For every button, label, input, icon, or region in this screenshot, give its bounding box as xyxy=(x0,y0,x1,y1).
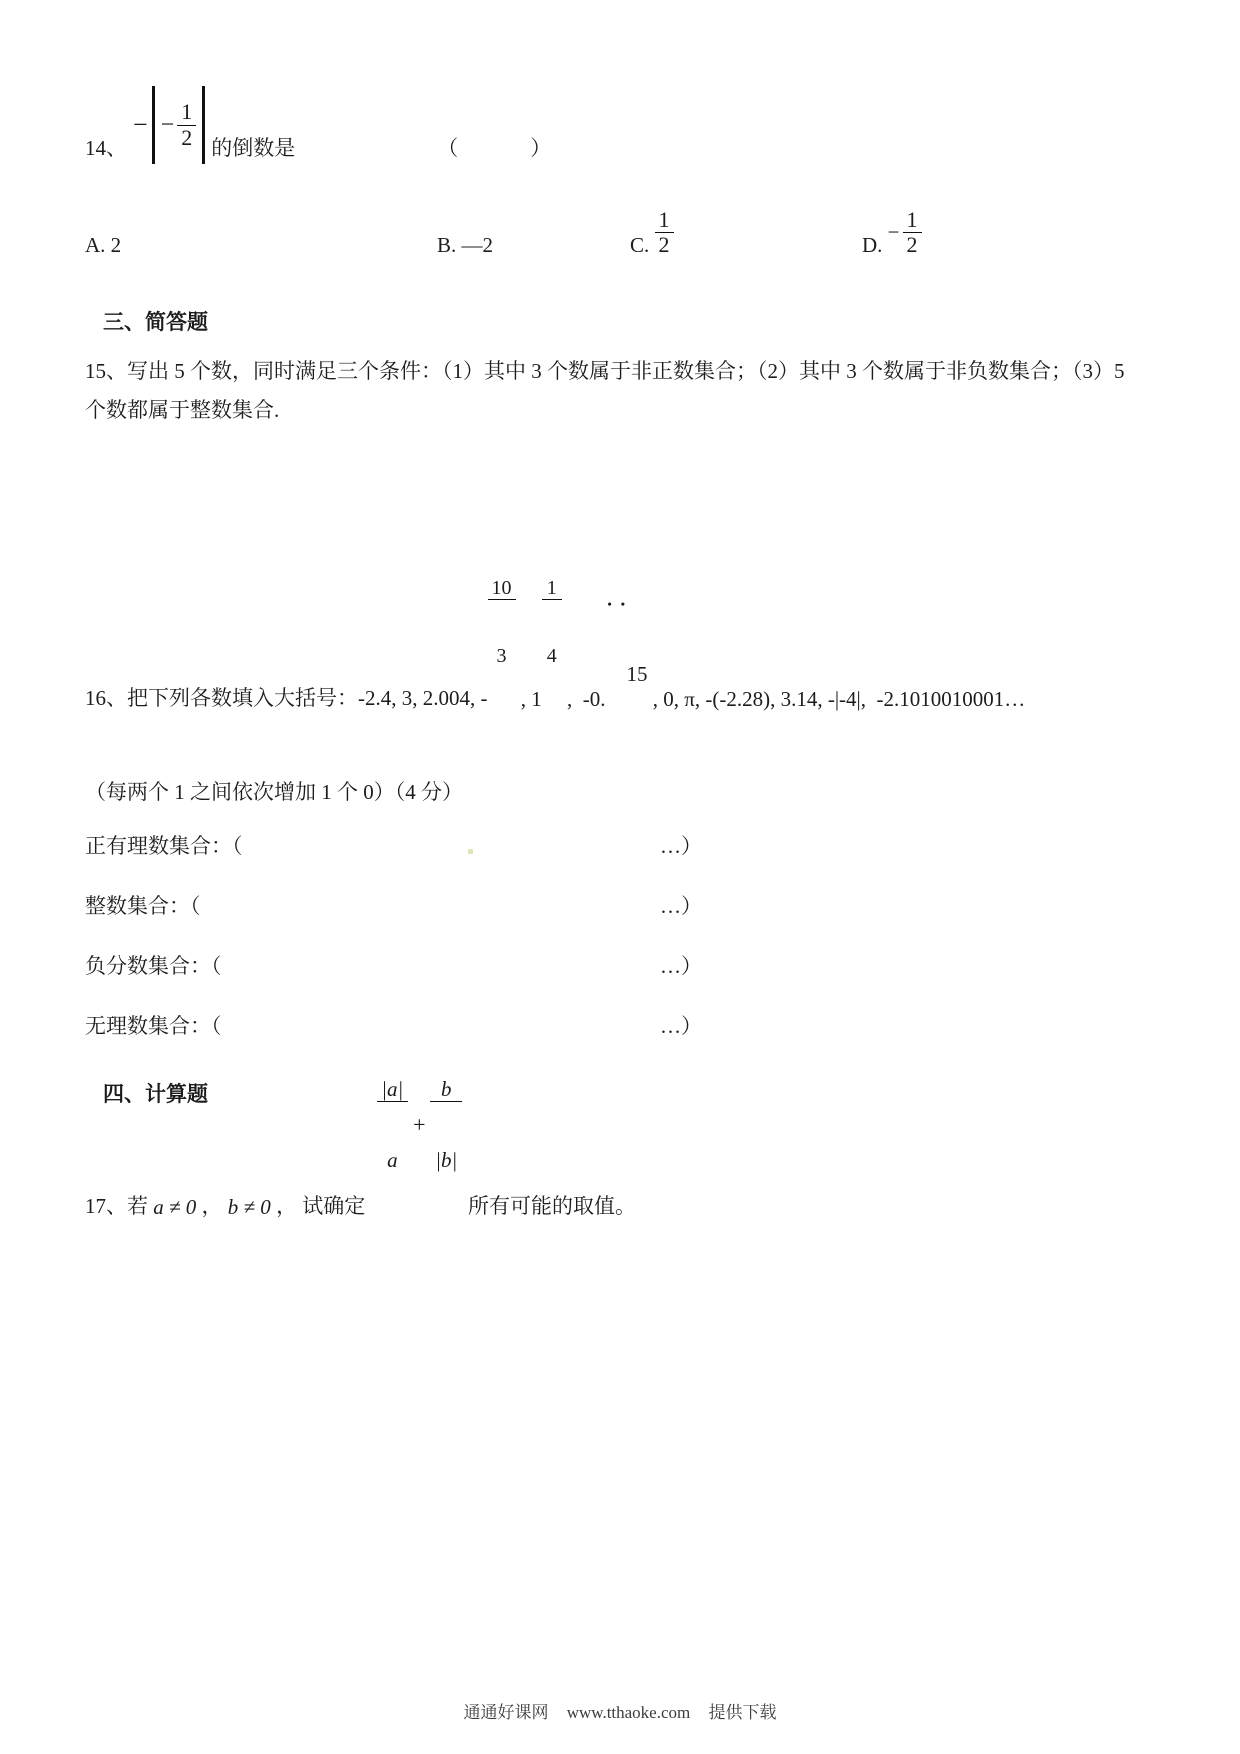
set-row-irrationals: 无理数集合：（ …） xyxy=(85,1010,1155,1040)
question-17-text-1: 17、若 xyxy=(85,1194,154,1218)
section-3-heading: 三、简答题 xyxy=(103,310,208,334)
answer-parentheses: （ ） xyxy=(437,136,562,160)
condition-b-nonzero: b ≠ 0 xyxy=(227,1195,271,1219)
condition-a-nonzero: a ≠ 0 xyxy=(153,1195,197,1219)
minus-sign: − xyxy=(887,220,900,245)
fraction-b-over-abs-b: $\frac{b}{|b|}$ xyxy=(430,1031,462,1220)
question-16-text-2: , 1 xyxy=(515,687,542,711)
fraction-one-quarter: $\frac{1}{4}$ xyxy=(542,532,562,712)
choice-d: D. − $\frac{1}{2}$ xyxy=(862,208,922,258)
question-14-choices xyxy=(0,190,1240,258)
question-17: 17、若 a ≠ 0 ， b ≠ 0 ， 试确定 $\frac{|a|}{a}$ + $\frac{b}{|b|}$ 所有可能的取值。 xyxy=(85,1128,636,1220)
question-16-note: （每两个 1 之间依次增加 1 个 0）（4 分） xyxy=(85,780,463,804)
absolute-value-bars xyxy=(152,86,206,164)
ellipsis-close-paren: …） xyxy=(660,834,702,858)
question-16-text-4: , 0, π, -(-2.28), 3.14, -|-4|, -2.1010010001… xyxy=(647,687,1026,711)
section-4-heading: 四、计算题 xyxy=(103,1082,208,1106)
inner-minus-sign: − xyxy=(160,111,175,138)
ellipsis-close-paren: …） xyxy=(660,1014,702,1038)
question-14-stem xyxy=(85,82,561,164)
repeating-dots: •• xyxy=(607,597,634,611)
choice-b: B. —2 xyxy=(437,233,494,257)
question-17-text-2: 所有可能的取值。 xyxy=(467,1194,636,1218)
repeating-decimal: •• 15 xyxy=(607,597,648,686)
outer-minus-sign: − xyxy=(133,110,148,139)
ellipsis-close-paren: …） xyxy=(660,954,702,978)
question-14-number: 14、 xyxy=(85,136,127,160)
plus-sign: + xyxy=(413,1112,426,1138)
fraction-one-half: $\frac{1}{2}$ xyxy=(177,100,196,150)
footer-site-name: 通通好课网 xyxy=(463,1703,549,1722)
choice-c: C. $\frac{1}{2}$ xyxy=(630,208,674,258)
footer-suffix: 提供下载 xyxy=(708,1703,777,1722)
fraction-one-half: $\frac{1}{2}$ xyxy=(903,208,922,258)
question-15 xyxy=(85,352,1165,430)
question-16-text-3: , -0. xyxy=(561,687,606,711)
ellipsis-close-paren: …） xyxy=(660,894,702,918)
question-14-prompt: 的倒数是 xyxy=(211,136,296,160)
fraction-ten-thirds: $\frac{10}{3}$ xyxy=(488,532,516,712)
question-15-line2: 个数都属于整数集合. xyxy=(85,398,280,422)
page-footer xyxy=(0,1698,1240,1723)
set-row-positive-rationals: 正有理数集合：（ …） xyxy=(85,830,1155,860)
question-16-stem xyxy=(85,576,1026,712)
set-row-negative-fractions: 负分数集合：（ …） xyxy=(85,950,1155,980)
set-row-integers: 整数集合：（ …） xyxy=(85,890,1155,920)
question-16-text-1: 16、把下列各数填入大括号：-2.4, 3, 2.004, - xyxy=(85,686,488,710)
fraction-abs-a-over-a: $\frac{|a|}{a}$ xyxy=(377,1031,409,1220)
fraction-one-half: $\frac{1}{2}$ xyxy=(655,208,674,258)
choice-a: A. 2 xyxy=(85,233,122,257)
footer-url: www.tthaoke.com xyxy=(566,1703,691,1722)
question-15-line1: 15、写出 5 个数，同时满足三个条件：（1）其中 3 个数属于非正数集合；（2）其中 3 个数属于非负数集合；（3）5 xyxy=(85,359,1125,383)
question-14-expression xyxy=(133,86,205,164)
question-17-formula xyxy=(377,1031,462,1220)
